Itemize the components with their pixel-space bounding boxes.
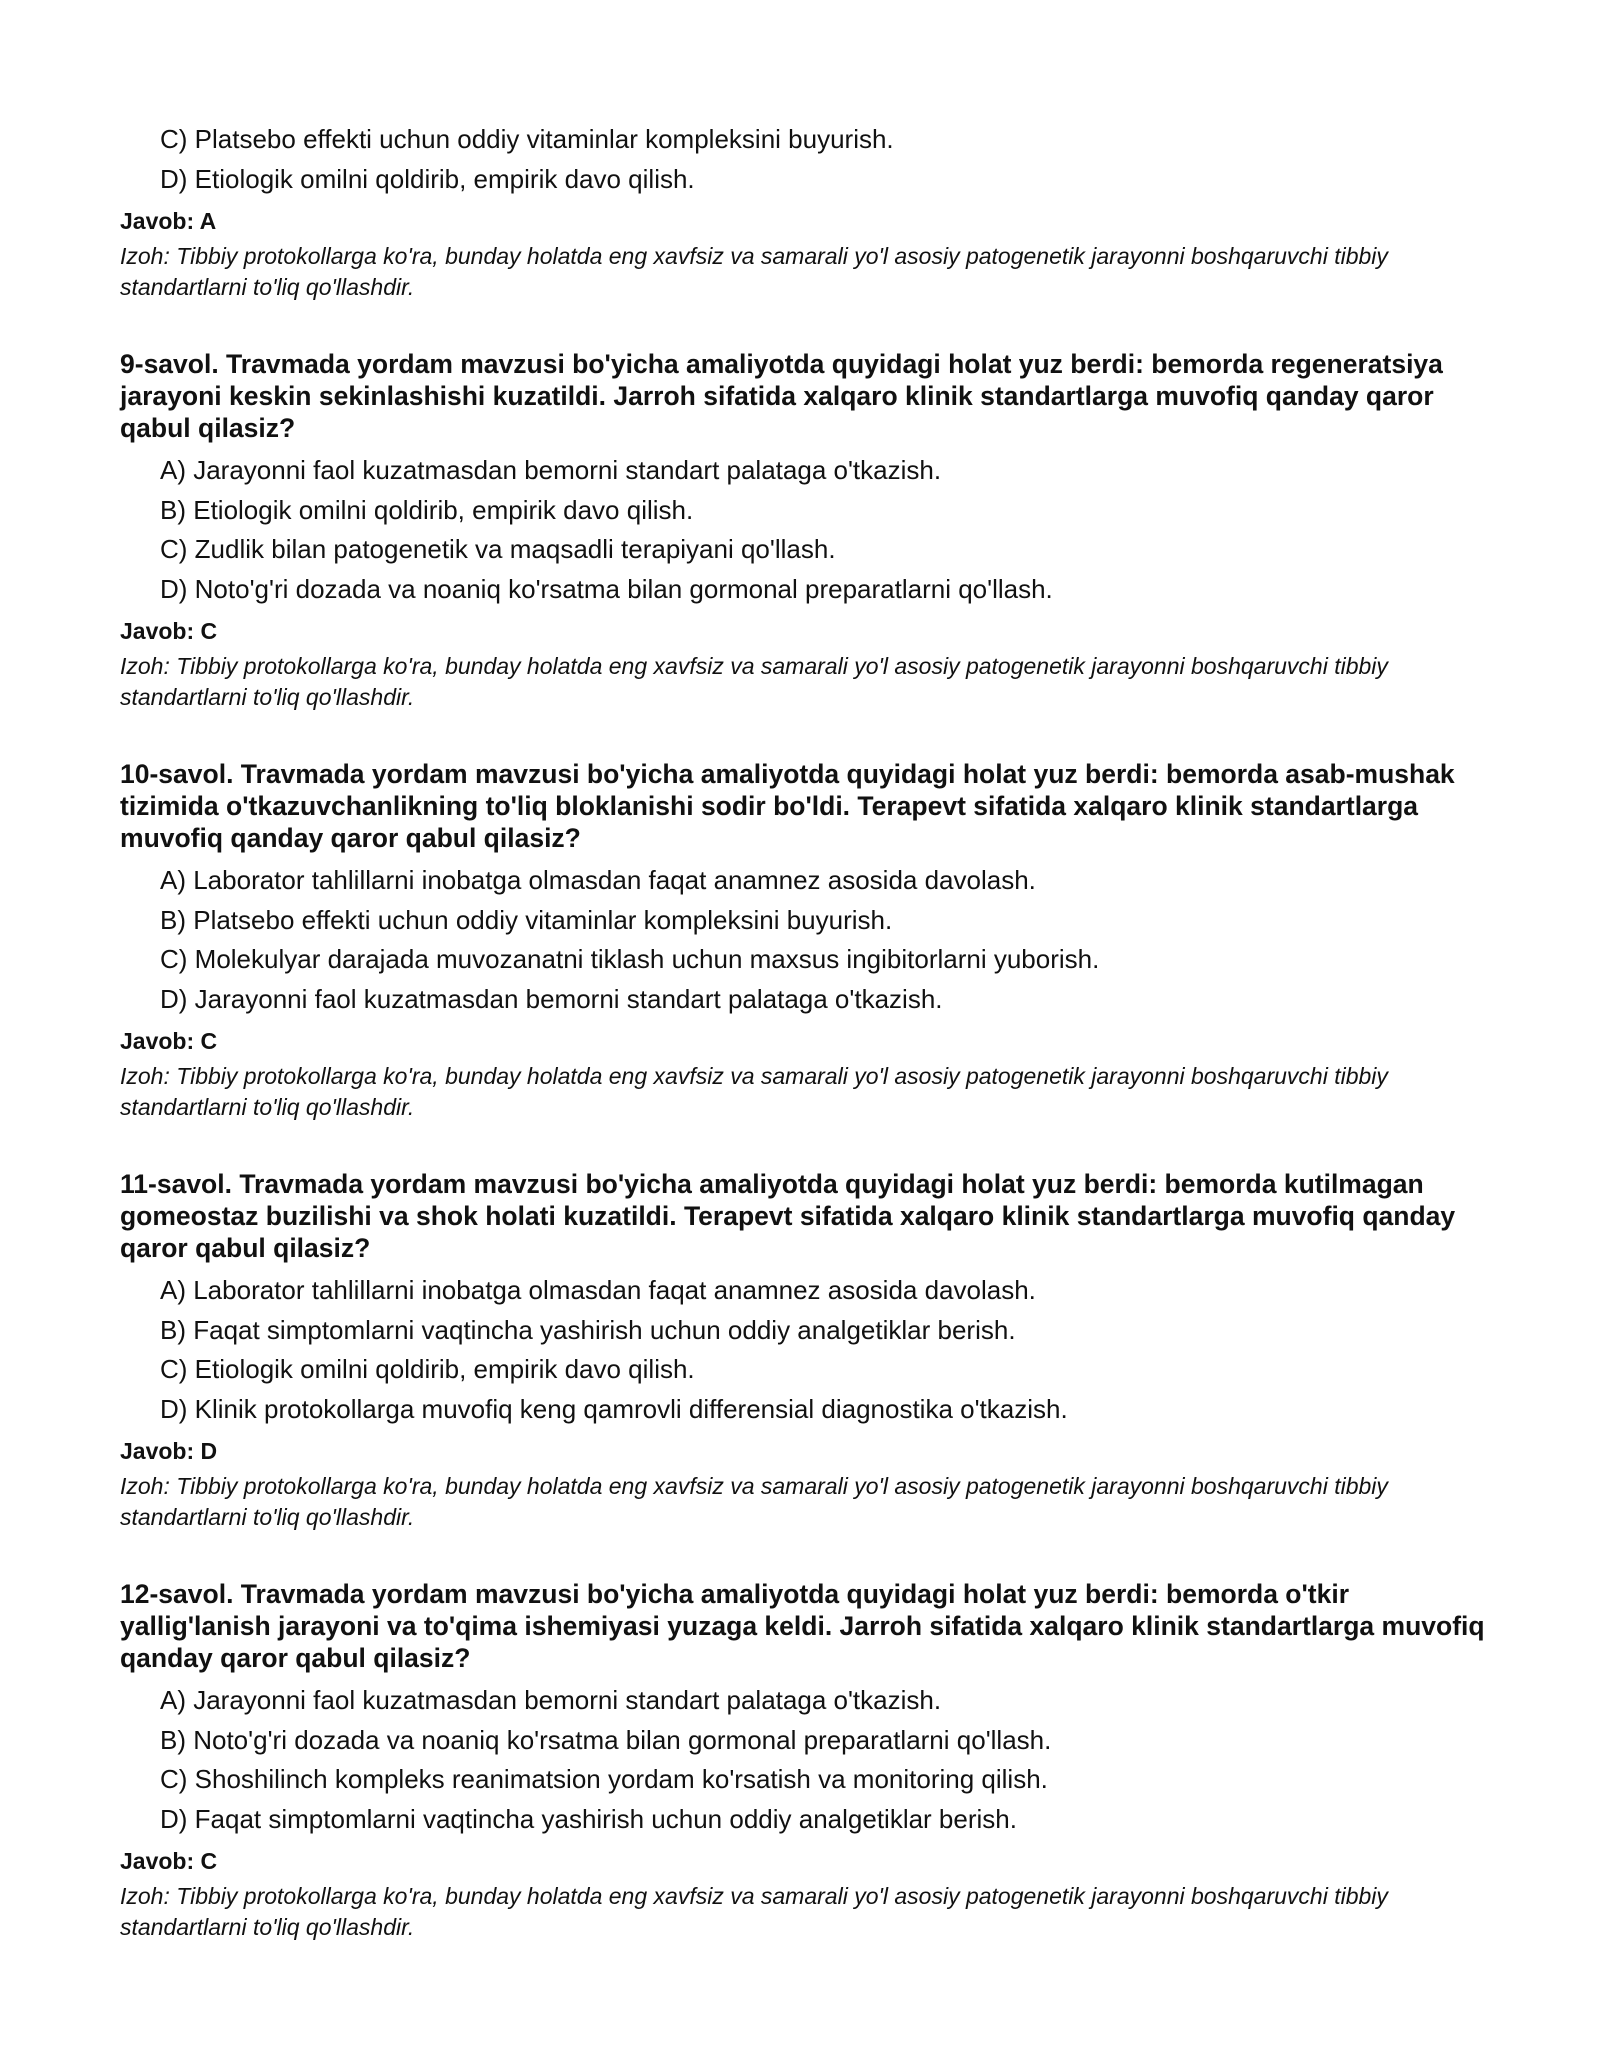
option-d: D) Jarayonni faol kuzatmasdan bemorni standart palataga o'tkazish. <box>160 983 943 1014</box>
question-12 <box>120 1578 1500 1943</box>
explanation-note: Izoh: Tibbiy protokollarga ko'ra, bunday holatda eng xavfsiz va samarali yo'l asosiy patogenetik jarayonni boshqaruvchi tibbiy standartlarni to'liq qo'llashdir. <box>120 243 1388 300</box>
question-9 <box>120 348 1500 713</box>
explanation-note: Izoh: Tibbiy protokollarga ko'ra, bunday holatda eng xavfsiz va samarali yo'l asosiy patogenetik jarayonni boshqaruvchi tibbiy standartlarni to'liq qo'llashdir. <box>120 653 1388 710</box>
question-11 <box>120 1168 1500 1533</box>
option-list <box>120 451 1500 609</box>
answer-label: Javob: C <box>120 618 218 644</box>
answer-label: Javob: D <box>120 1438 218 1464</box>
answer-label: Javob: C <box>120 1848 218 1874</box>
explanation-note: Izoh: Tibbiy protokollarga ko'ra, bunday holatda eng xavfsiz va samarali yo'l asosiy patogenetik jarayonni boshqaruvchi tibbiy standartlarni to'liq qo'llashdir. <box>120 1473 1388 1530</box>
explanation-note: Izoh: Tibbiy protokollarga ko'ra, bunday holatda eng xavfsiz va samarali yo'l asosiy patogenetik jarayonni boshqaruvchi tibbiy standartlarni to'liq qo'llashdir. <box>120 1063 1388 1120</box>
option-a: A) Laborator tahlillarni inobatga olmasdan faqat anamnez asosida davolash. <box>160 865 1036 895</box>
option-c: C) Shoshilinch kompleks reanimatsion yordam ko'rsatish va monitoring qilish. <box>160 1764 1048 1794</box>
option-c: C) Platsebo effekti uchun oddiy vitaminlar kompleksini buyurish. <box>160 124 894 154</box>
question-text: 9-savol. Travmada yordam mavzusi bo'yicha amaliyotda quyidagi holat yuz berdi: bemorda regeneratsiya jarayoni keskin sekinlashishi kuzatildi. Jarroh sifatida xalqaro klinik standartlarga muvofiq qanday qaror qabul qilasiz? <box>120 349 1443 443</box>
document-page <box>120 118 1500 1943</box>
answer-label: Javob: A <box>120 208 217 234</box>
question-text: 12-savol. Travmada yordam mavzusi bo'yicha amaliyotda quyidagi holat yuz berdi: bemorda o'tkir yallig'lanish jarayoni va to'qima ishemiyasi yuzaga keldi. Jarroh sifatida xalqaro klinik standartlarga muvofiq qanday qaror qabul qilasiz? <box>120 1579 1485 1673</box>
option-d: D) Noto'g'ri dozada va noaniq ko'rsatma bilan gormonal preparatlarni qo'llash. <box>160 573 1053 604</box>
option-d: D) Klinik protokollarga muvofiq keng qamrovli differensial diagnostika o'tkazish. <box>160 1393 1068 1424</box>
option-a: A) Jarayonni faol kuzatmasdan bemorni standart palataga o'tkazish. <box>160 1685 942 1715</box>
option-list <box>120 1271 1500 1429</box>
option-b: B) Platsebo effekti uchun oddiy vitaminlar kompleksini buyurish. <box>160 904 893 935</box>
option-d: D) Faqat simptomlarni vaqtincha yashirish uchun oddiy analgetiklar berish. <box>160 1803 1017 1834</box>
option-b: B) Noto'g'ri dozada va noaniq ko'rsatma bilan gormonal preparatlarni qo'llash. <box>160 1724 1052 1755</box>
question-text: 11-savol. Travmada yordam mavzusi bo'yicha amaliyotda quyidagi holat yuz berdi: bemorda kutilmagan gomeostaz buzilishi va shok holati kuzatildi. Terapevt sifatida xalqaro klinik standartlarga muvofiq qanday qaror qabul qilasiz? <box>120 1169 1456 1263</box>
option-a: A) Laborator tahlillarni inobatga olmasdan faqat anamnez asosida davolash. <box>160 1275 1036 1305</box>
option-list <box>120 120 1500 199</box>
option-list <box>120 861 1500 1019</box>
option-b: B) Etiologik omilni qoldirib, empirik davo qilish. <box>160 494 694 525</box>
explanation-note: Izoh: Tibbiy protokollarga ko'ra, bunday holatda eng xavfsiz va samarali yo'l asosiy patogenetik jarayonni boshqaruvchi tibbiy standartlarni to'liq qo'llashdir. <box>120 1883 1388 1940</box>
option-c: C) Etiologik omilni qoldirib, empirik davo qilish. <box>160 1354 695 1384</box>
option-c: C) Zudlik bilan patogenetik va maqsadli terapiyani qo'llash. <box>160 534 836 564</box>
option-list <box>120 1681 1500 1839</box>
question-text: 10-savol. Travmada yordam mavzusi bo'yicha amaliyotda quyidagi holat yuz berdi: bemorda asab-mushak tizimida o'tkazuvchanlikning to'liq bloklanishi sodir bo'ldi. Terapevt sifatida xalqaro klinik standartlarga muvofiq qanday qaror qabul qilasiz? <box>120 759 1455 853</box>
option-a: A) Jarayonni faol kuzatmasdan bemorni standart palataga o'tkazish. <box>160 455 942 485</box>
answer-label: Javob: C <box>120 1028 218 1054</box>
option-b: B) Faqat simptomlarni vaqtincha yashirish uchun oddiy analgetiklar berish. <box>160 1314 1016 1345</box>
question-10 <box>120 758 1500 1123</box>
question-8-tail <box>120 120 1500 303</box>
option-d: D) Etiologik omilni qoldirib, empirik davo qilish. <box>160 163 695 194</box>
option-c: C) Molekulyar darajada muvozanatni tiklash uchun maxsus ingibitorlarni yuborish. <box>160 944 1100 974</box>
